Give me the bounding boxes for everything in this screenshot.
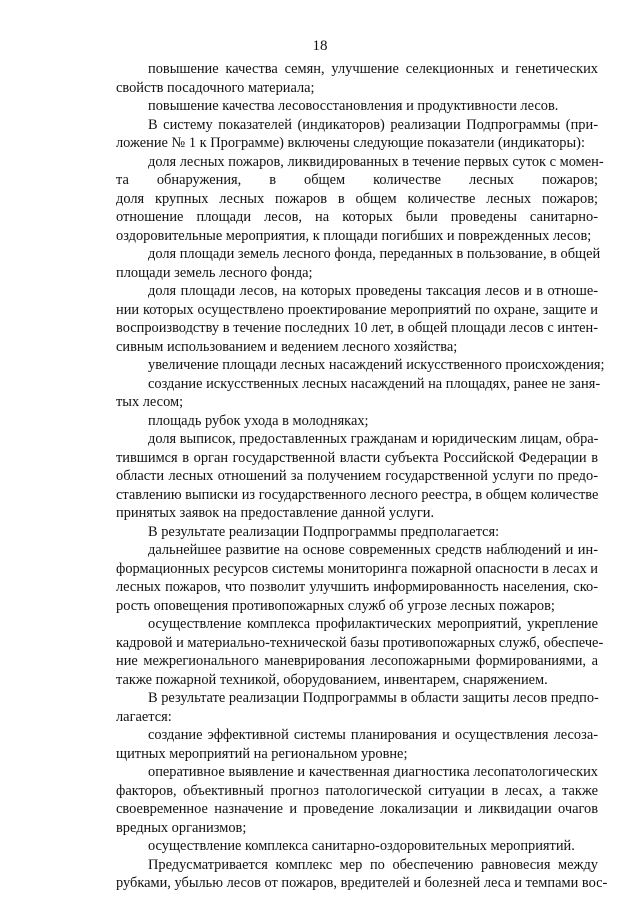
text-line: оздоровительные мероприятия, к площади погибших и поврежденных лесов; <box>116 227 592 244</box>
text-line: кадровой и материально-технической базы противопожарных служб, обеспече- <box>116 634 604 651</box>
text-line: В систему показателей (индикаторов) реализации Подпрограммы (при- <box>148 116 598 133</box>
text-line: повышение качества семян, улучшение селекционных и генетических <box>148 61 598 77</box>
text-line: области лесных отношений за получением государственной услуги по предо- <box>116 468 598 484</box>
paragraph <box>116 282 598 356</box>
text-line: площадь рубок ухода в молодняках; <box>148 412 369 429</box>
text-line: факторов, объективный прогноз патологической ситуации в лесах, а также <box>116 782 598 799</box>
text-line: доля лесных пожаров, ликвидированных в течение первых суток с момен- <box>148 153 604 170</box>
paragraph <box>116 245 601 282</box>
paragraph <box>116 116 598 153</box>
text-line: площади земель лесного фонда; <box>116 264 313 281</box>
text-line: лагается: <box>116 708 172 725</box>
text-line: также пожарной техникой, оборудованием, инвентарем, снаряжением. <box>116 671 548 688</box>
text-line: щитных мероприятий на региональном уровне; <box>116 745 408 762</box>
paragraph <box>116 763 598 837</box>
paragraph <box>116 856 608 893</box>
paragraph <box>116 726 598 763</box>
text-line: В результате реализации Подпрограммы в области защиты лесов предпо- <box>148 690 599 706</box>
text-line: создание искусственных лесных насаждений на площадях, ранее не заня- <box>148 375 601 392</box>
text-line: принятых заявок на предоставление данной услуги. <box>116 505 435 521</box>
paragraph <box>116 430 598 523</box>
text-line: своевременное назначение и проведение локализации и ликвидации очагов <box>116 801 598 817</box>
text-line: доля выписок, предоставленных гражданам и юридическим лицам, обра- <box>148 431 599 447</box>
text-line: ставлению выписки из государственного лесного реестра, в общем количестве <box>116 486 599 503</box>
document-body <box>116 60 608 893</box>
text-line: доля крупных лесных пожаров в общем количестве лесных пожаров; <box>116 190 598 207</box>
text-line: тых лесом; <box>116 394 184 410</box>
text-line: осуществление комплекса санитарно-оздоровительных мероприятий. <box>148 838 575 854</box>
text-line: повышение качества лесовосстановления и продуктивности лесов. <box>148 98 559 114</box>
paragraph <box>116 375 601 412</box>
text-line: оперативное выявление и качественная диагностика лесопатологических <box>148 764 598 780</box>
text-line: ложение № 1 к Программе) включены следующие показатели (индикаторы): <box>116 135 585 151</box>
text-line: ние межрегионального маневрирования лесопожарными формированиями, а <box>116 653 598 669</box>
text-line: увеличение площади лесных насаждений искусственного происхождения; <box>148 357 605 373</box>
paragraph <box>116 153 604 246</box>
text-line: В результате реализации Подпрограммы предполагается: <box>148 523 500 540</box>
text-line: создание эффективной системы планирования и осуществления лесоза- <box>148 727 598 743</box>
paragraph <box>116 97 598 116</box>
paragraph <box>116 60 598 97</box>
text-line: рубками, убылью лесов от пожаров, вредителей и болезней леса и темпами вос- <box>116 875 608 891</box>
page-number: 18 <box>312 38 328 54</box>
text-line: доля площади земель лесного фонда, переданных в пользование, в общей <box>148 246 601 262</box>
text-line: доля площади лесов, на которых проведены таксация лесов и в отноше- <box>148 283 598 299</box>
text-line: нии которых осуществлено проектирование мероприятий по охране, защите и <box>116 301 598 318</box>
text-line: воспроизводству в течение последних 10 лет, в общей площади лесов с интен- <box>116 320 598 336</box>
paragraph <box>116 523 598 542</box>
text-line: отношение площади лесов, на которых были проведены санитарно- <box>116 209 598 225</box>
text-line: лесных пожаров, что позволит улучшить информированность населения, ско- <box>116 579 598 595</box>
paragraph <box>116 412 598 431</box>
text-line: сивным использованием и ведением лесного хозяйства; <box>116 338 458 355</box>
paragraph <box>116 541 598 615</box>
text-line: Предусматривается комплекс мер по обеспечению равновесия между <box>148 856 598 873</box>
text-line: формационных ресурсов системы мониторинга пожарной опасности в лесах и <box>116 560 598 577</box>
text-line: свойств посадочного материала; <box>116 79 315 96</box>
paragraph <box>116 689 598 726</box>
paragraph <box>116 356 605 375</box>
paragraph <box>116 837 598 856</box>
text-line: тившимся в орган государственной власти субъекта Российской Федерации в <box>116 449 598 466</box>
paragraph <box>116 615 604 689</box>
text-line: рость оповещения противопожарных служб об угрозе лесных пожаров; <box>116 597 555 614</box>
text-line: осуществление комплекса профилактических мероприятий, укрепление <box>148 616 598 632</box>
text-line: дальнейшее развитие на основе современных средств наблюдений и ин- <box>148 542 598 558</box>
text-line: та обнаружения, в общем количестве лесных пожаров; <box>116 172 598 188</box>
text-line: вредных организмов; <box>116 819 247 836</box>
